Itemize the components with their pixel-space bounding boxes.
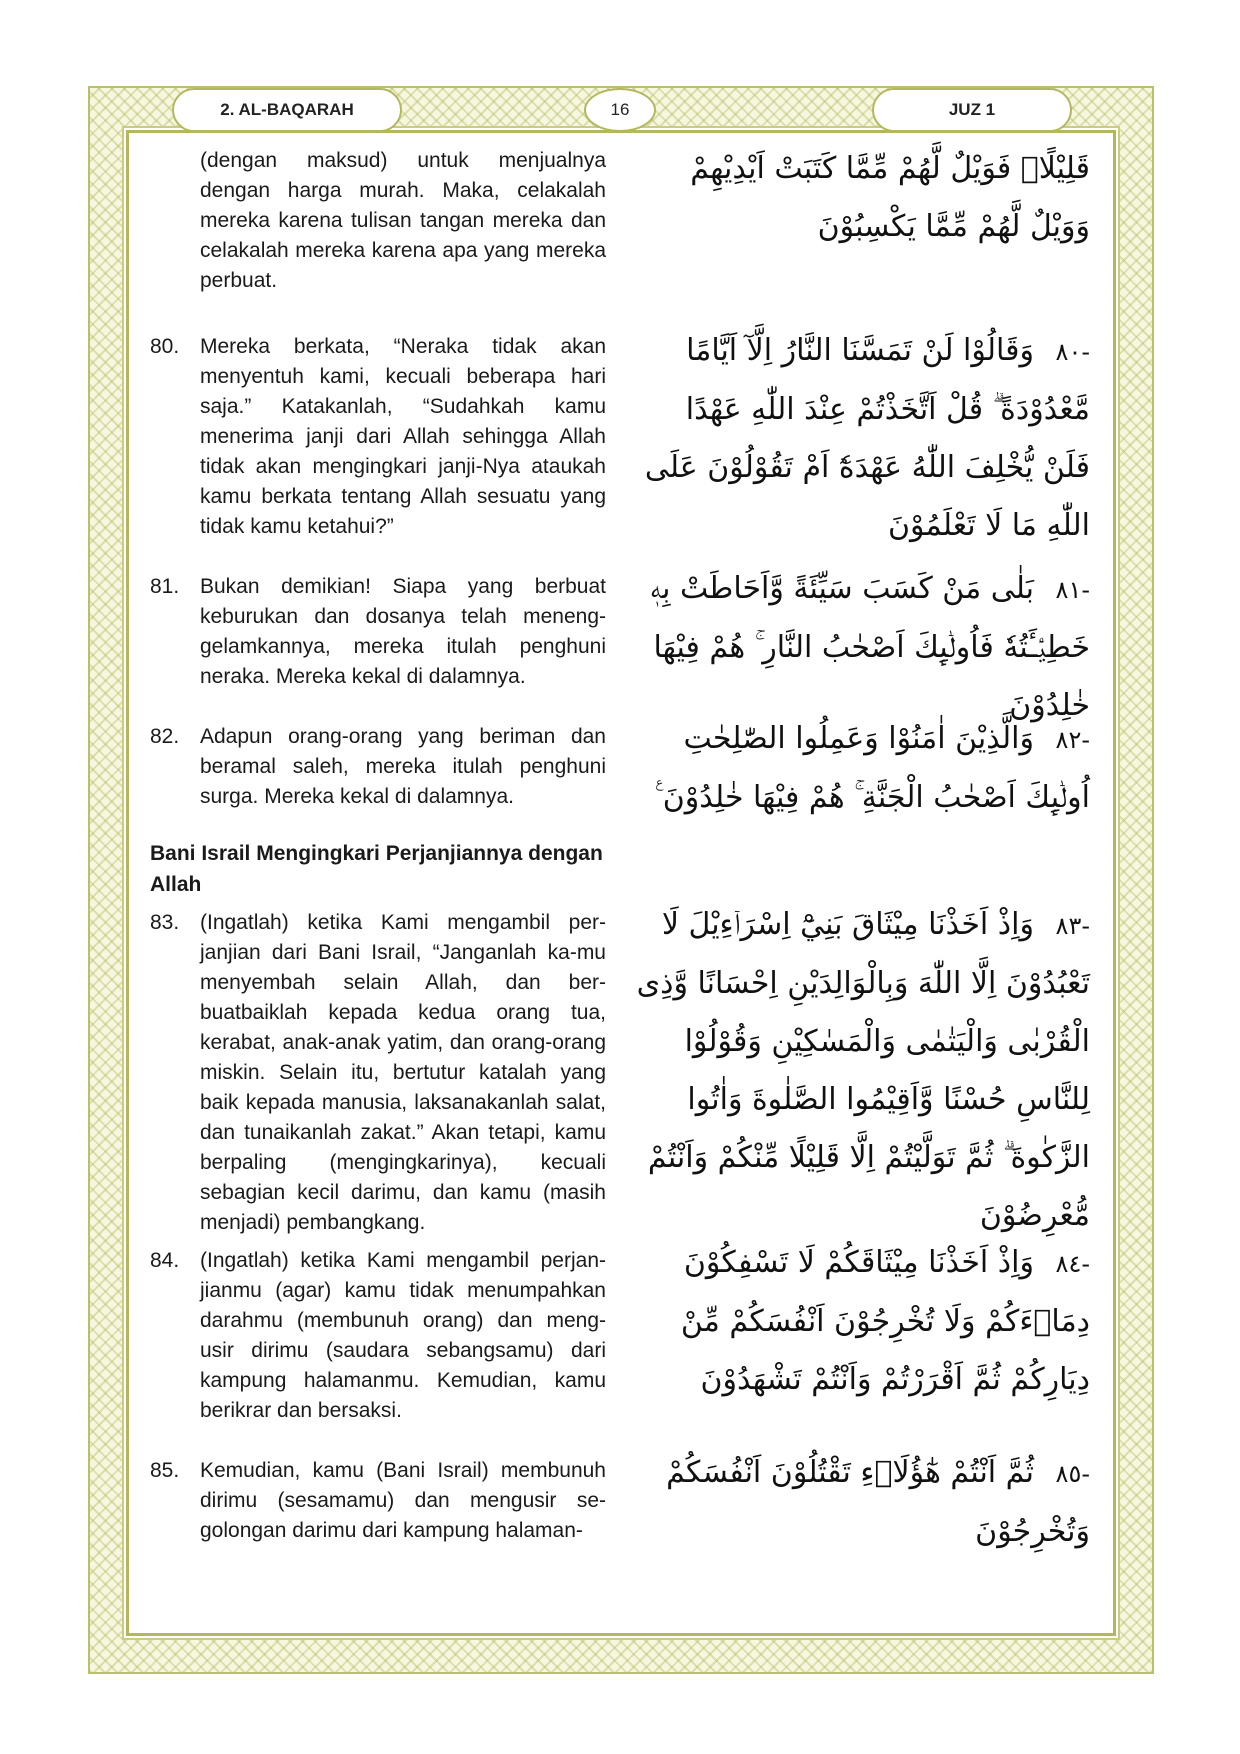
translation-text: (Ingatlah) ketika Kami mengambil perjan-jianmu (agar) kamu tidak menumpahkan darahmu (membunuh orang) dan meng-usir dirimu (saudara sebangsamu) dari kampung halamanmu. Kemudian, kamu berikrar dan bersaksi. xyxy=(200,1249,606,1422)
arabic-83 xyxy=(630,896,1090,1245)
arabic-text: وَاِذْ اَخَذْنَا مِيْثَاقَ بَنِيْٓ اِسْرَاۤءِيْلَ لَا تَعْبُدُوْنَ اِلَّا اللّٰهَ وَبِالْوَالِدَيْنِ اِحْسَانًا وَّذِى الْقُرْبٰى وَالْيَتٰمٰى وَالْمَسٰكِيْنِ وَقُوْلُوْا لِلنَّاسِ حُسْنًا وَّاَقِيْمُوا الصَّلٰوةَ وَاٰتُوا الزَّكٰوةَ ۗ ثُمَّ تَوَلَّيْتُمْ اِلَّا قَلِيْلًا مِّنْكُمْ وَاَنْتُمْ مُّعْرِضُوْنَ xyxy=(636,907,1090,1233)
translation-text: Bukan demikian! Siapa yang berbuat keburukan dan dosanya telah meneng-gelamkannya, mereka itulah penghuni neraka. Mereka kekal di dalamnya. xyxy=(200,575,606,688)
arabic-80 xyxy=(630,322,1090,555)
translation-text: Mereka berkata, “Neraka tidak akan menyentuh kami, kecuali beberapa hari saja.” Katakanlah, “Sudahkah kamu menerima janji dari Allah sehingga Allah tidak akan mengingkari janji-Nya ataukah kamu berkata tentang Allah sesuatu yang tidak kamu ketahui?” xyxy=(200,335,606,538)
verse-number: 85. xyxy=(150,1459,180,1482)
arabic-82 xyxy=(630,710,1090,827)
arabic-84 xyxy=(630,1234,1090,1409)
juz-label: JUZ 1 xyxy=(872,88,1072,132)
arabic-text: وَالَّذِيْنَ اٰمَنُوْا وَعَمِلُوا الصّٰلِحٰتِ اُولٰۤىِٕكَ اَصْحٰبُ الْجَنَّةِ ۚ هُمْ فِيْهَا خٰلِدُوْنَ ࣖ xyxy=(655,721,1090,815)
translation-85 xyxy=(150,1456,606,1546)
verse-number: 84. xyxy=(150,1249,180,1272)
translation-82 xyxy=(150,722,606,812)
arabic-verse-number: -٨٢ xyxy=(1055,726,1090,754)
surah-name: 2. AL-BAQARAH xyxy=(172,88,402,132)
arabic-text: وَقَالُوْا لَنْ تَمَسَّنَا النَّارُ اِلَّآ اَيَّامًا مَّعْدُوْدَةً ۗ قُلْ اَتَّخَذْتُمْ عِنْدَ اللّٰهِ عَهْدًا فَلَنْ يُّخْلِفَ اللّٰهُ عَهْدَهٗٓ اَمْ تَقُوْلُوْنَ عَلَى اللّٰهِ مَا لَا تَعْلَمُوْنَ xyxy=(644,333,1090,543)
arabic-text: ثُمَّ اَنْتُمْ هٰٓؤُلَاۤءِ تَقْتُلُوْنَ اَنْفُسَكُمْ وَتُخْرِجُوْنَ xyxy=(666,1455,1090,1549)
page-number: 16 xyxy=(584,88,656,132)
arabic-verse-number: -٨٠ xyxy=(1055,338,1090,366)
arabic-verse-number: -٨٥ xyxy=(1055,1460,1090,1488)
translation-81 xyxy=(150,572,606,692)
verse-number: 80. xyxy=(150,335,180,358)
section-heading: Bani Israil Mengingkari Perjanjiannya dengan Allah xyxy=(150,842,603,896)
arabic-verse-number: -٨١ xyxy=(1055,576,1090,604)
verse-number: 83. xyxy=(150,911,180,934)
translation-text: (dengan maksud) untuk menjualnya dengan harga murah. Maka, celakalah mereka karena tulisan tangan mereka dan celakalah mereka karena apa yang mereka perbuat. xyxy=(200,149,606,292)
arabic-text: بَلٰى مَنْ كَسَبَ سَيِّئَةً وَّاَحَاطَتْ بِهٖ خَطِيْۤـَٔتُهٗ فَاُولٰۤىِٕكَ اَصْحٰبُ النَّارِ ۚ هُمْ فِيْهَا خٰلِدُوْنَ xyxy=(650,571,1090,723)
translation-84 xyxy=(150,1246,606,1426)
verse-number: 81. xyxy=(150,575,180,598)
arabic-81 xyxy=(630,560,1090,735)
verse-number: 82. xyxy=(150,725,180,748)
arabic-85 xyxy=(630,1444,1090,1561)
translation-79 xyxy=(150,146,606,296)
translation-text: Kemudian, kamu (Bani Israil) membunuh dirimu (sesamamu) dan mengusir se-golongan darimu dari kampung halaman- xyxy=(200,1459,606,1542)
translation-text: (Ingatlah) ketika Kami mengambil per-janjian dari Bani Israil, “Janganlah ka-mu menyembah selain Allah, dan ber-buatbaiklah kepada kedua orang tua, kerabat, anak-anak yatim, dan orang-orang miskin. Selain itu, bertutur katalah yang baik kepada manusia, laksanakanlah salat, dan tunaikanlah zakat.” Akan tetapi, kamu berpaling (mengingkarinya), kecuali sebagian kecil darimu, dan kamu (masih menjadi) pembangkang. xyxy=(200,911,606,1234)
page-content xyxy=(150,146,1090,1616)
arabic-verse-number: -٨٣ xyxy=(1055,912,1090,940)
arabic-79 xyxy=(630,140,1090,256)
translation-83 xyxy=(150,908,606,1238)
arabic-text: قَلِيْلًاۗ فَوَيْلٌ لَّهُمْ مِّمَّا كَتَبَتْ اَيْدِيْهِمْ وَوَيْلٌ لَّهُمْ مِّمَّا يَكْسِبُوْنَ xyxy=(690,151,1090,244)
translation-text: Adapun orang-orang yang beriman dan beramal saleh, mereka itulah penghuni surga. Mereka kekal di dalamnya. xyxy=(200,725,606,808)
translation-80 xyxy=(150,332,606,542)
arabic-text: وَاِذْ اَخَذْنَا مِيْثَاقَكُمْ لَا تَسْفِكُوْنَ دِمَاۤءَكُمْ وَلَا تُخْرِجُوْنَ اَنْفُسَكُمْ مِّنْ دِيَارِكُمْ ثُمَّ اَقْرَرْتُمْ وَاَنْتُمْ تَشْهَدُوْنَ xyxy=(680,1245,1090,1397)
arabic-verse-number: -٨٤ xyxy=(1055,1250,1090,1278)
